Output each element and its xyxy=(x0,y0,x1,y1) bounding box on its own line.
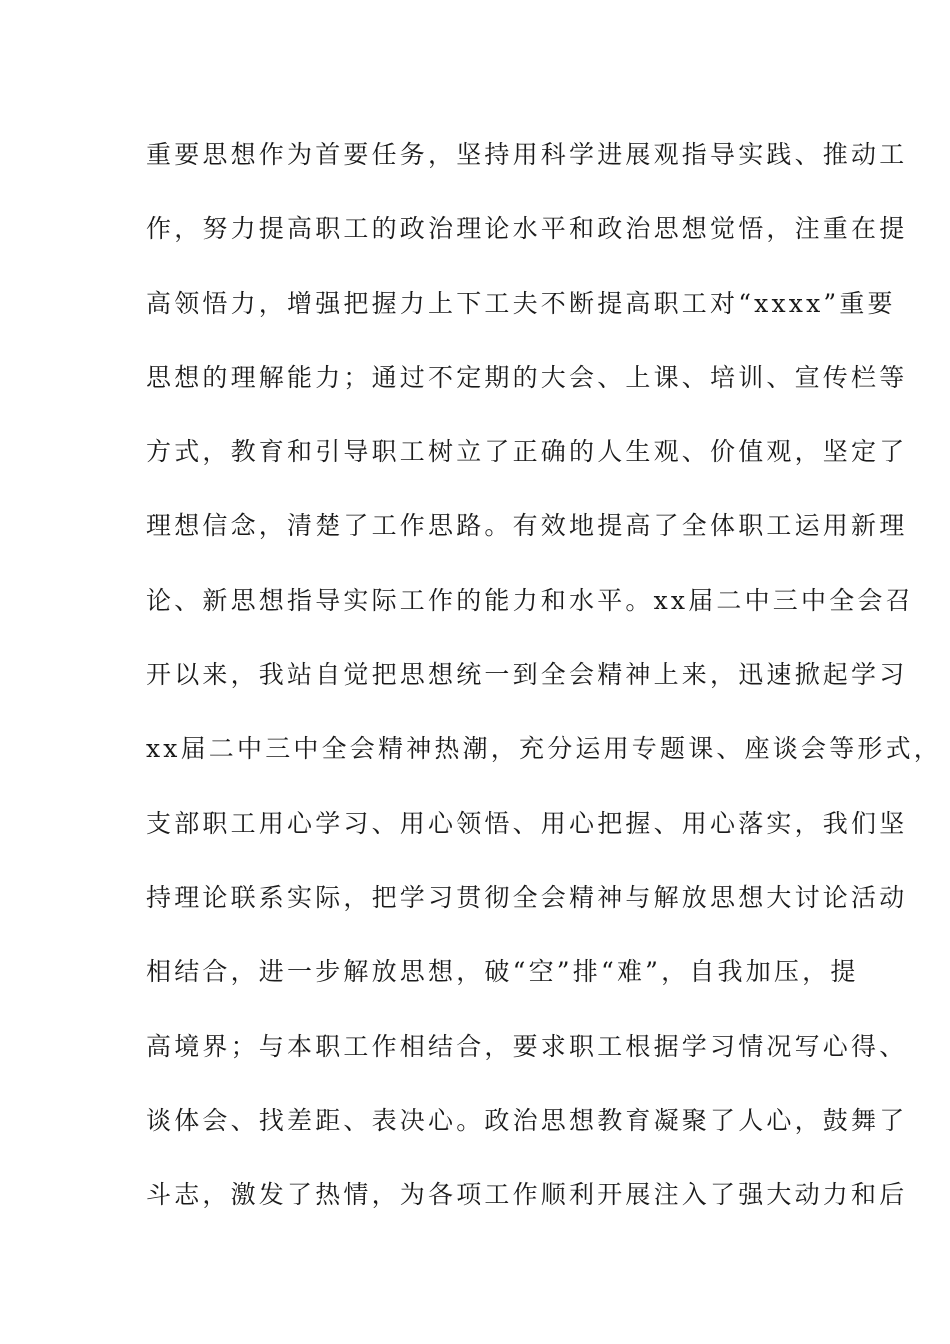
text-line-3: 高领悟力，增强把握力上下工夫不断提高职工对“xxxx”重要 xyxy=(146,288,896,318)
text-line-10: 支部职工用心学习、用心领悟、用心把握、用心落实，我们坚 xyxy=(146,808,908,838)
text-line-13: 高境界；与本职工作相结合，要求职工根据学习情况写心得、 xyxy=(146,1031,908,1061)
text-line-9: xx届二中三中全会精神热潮，充分运用专题课、座谈会等形式， xyxy=(146,734,943,764)
text-line-1: 重要思想作为首要任务，坚持用科学进展观指导实践、推动工 xyxy=(146,140,908,169)
text-line-11: 持理论联系实际，把学习贯彻全会精神与解放思想大讨论活动 xyxy=(146,882,908,912)
text-line-14: 谈体会、找差距、表决心。政治思想教育凝聚了人心，鼓舞了 xyxy=(146,1105,908,1135)
text-line-15: 斗志，激发了热情，为各项工作顺利开展注入了强大动力和后 xyxy=(146,1180,908,1210)
text-line-4: 思想的理解能力；通过不定期的大会、上课、培训、宣传栏等 xyxy=(146,362,908,392)
text-line-5: 方式，教育和引导职工树立了正确的人生观、价值观，坚定了 xyxy=(146,437,908,467)
text-line-2: 作，努力提高职工的政治理论水平和政治思想觉悟，注重在提 xyxy=(146,214,908,244)
text-line-8: 开以来，我站自觉把思想统一到全会精神上来，迅速掀起学习 xyxy=(146,660,908,690)
text-line-7: 论、新思想指导实际工作的能力和水平。xx届二中三中全会召 xyxy=(146,585,914,615)
body-text xyxy=(146,133,943,1247)
text-line-12: 相结合，进一步解放思想，破“空”排“难”，自我加压，提 xyxy=(146,957,859,987)
text-line-6: 理想信念，清楚了工作思路。有效地提高了全体职工运用新理 xyxy=(146,511,908,541)
